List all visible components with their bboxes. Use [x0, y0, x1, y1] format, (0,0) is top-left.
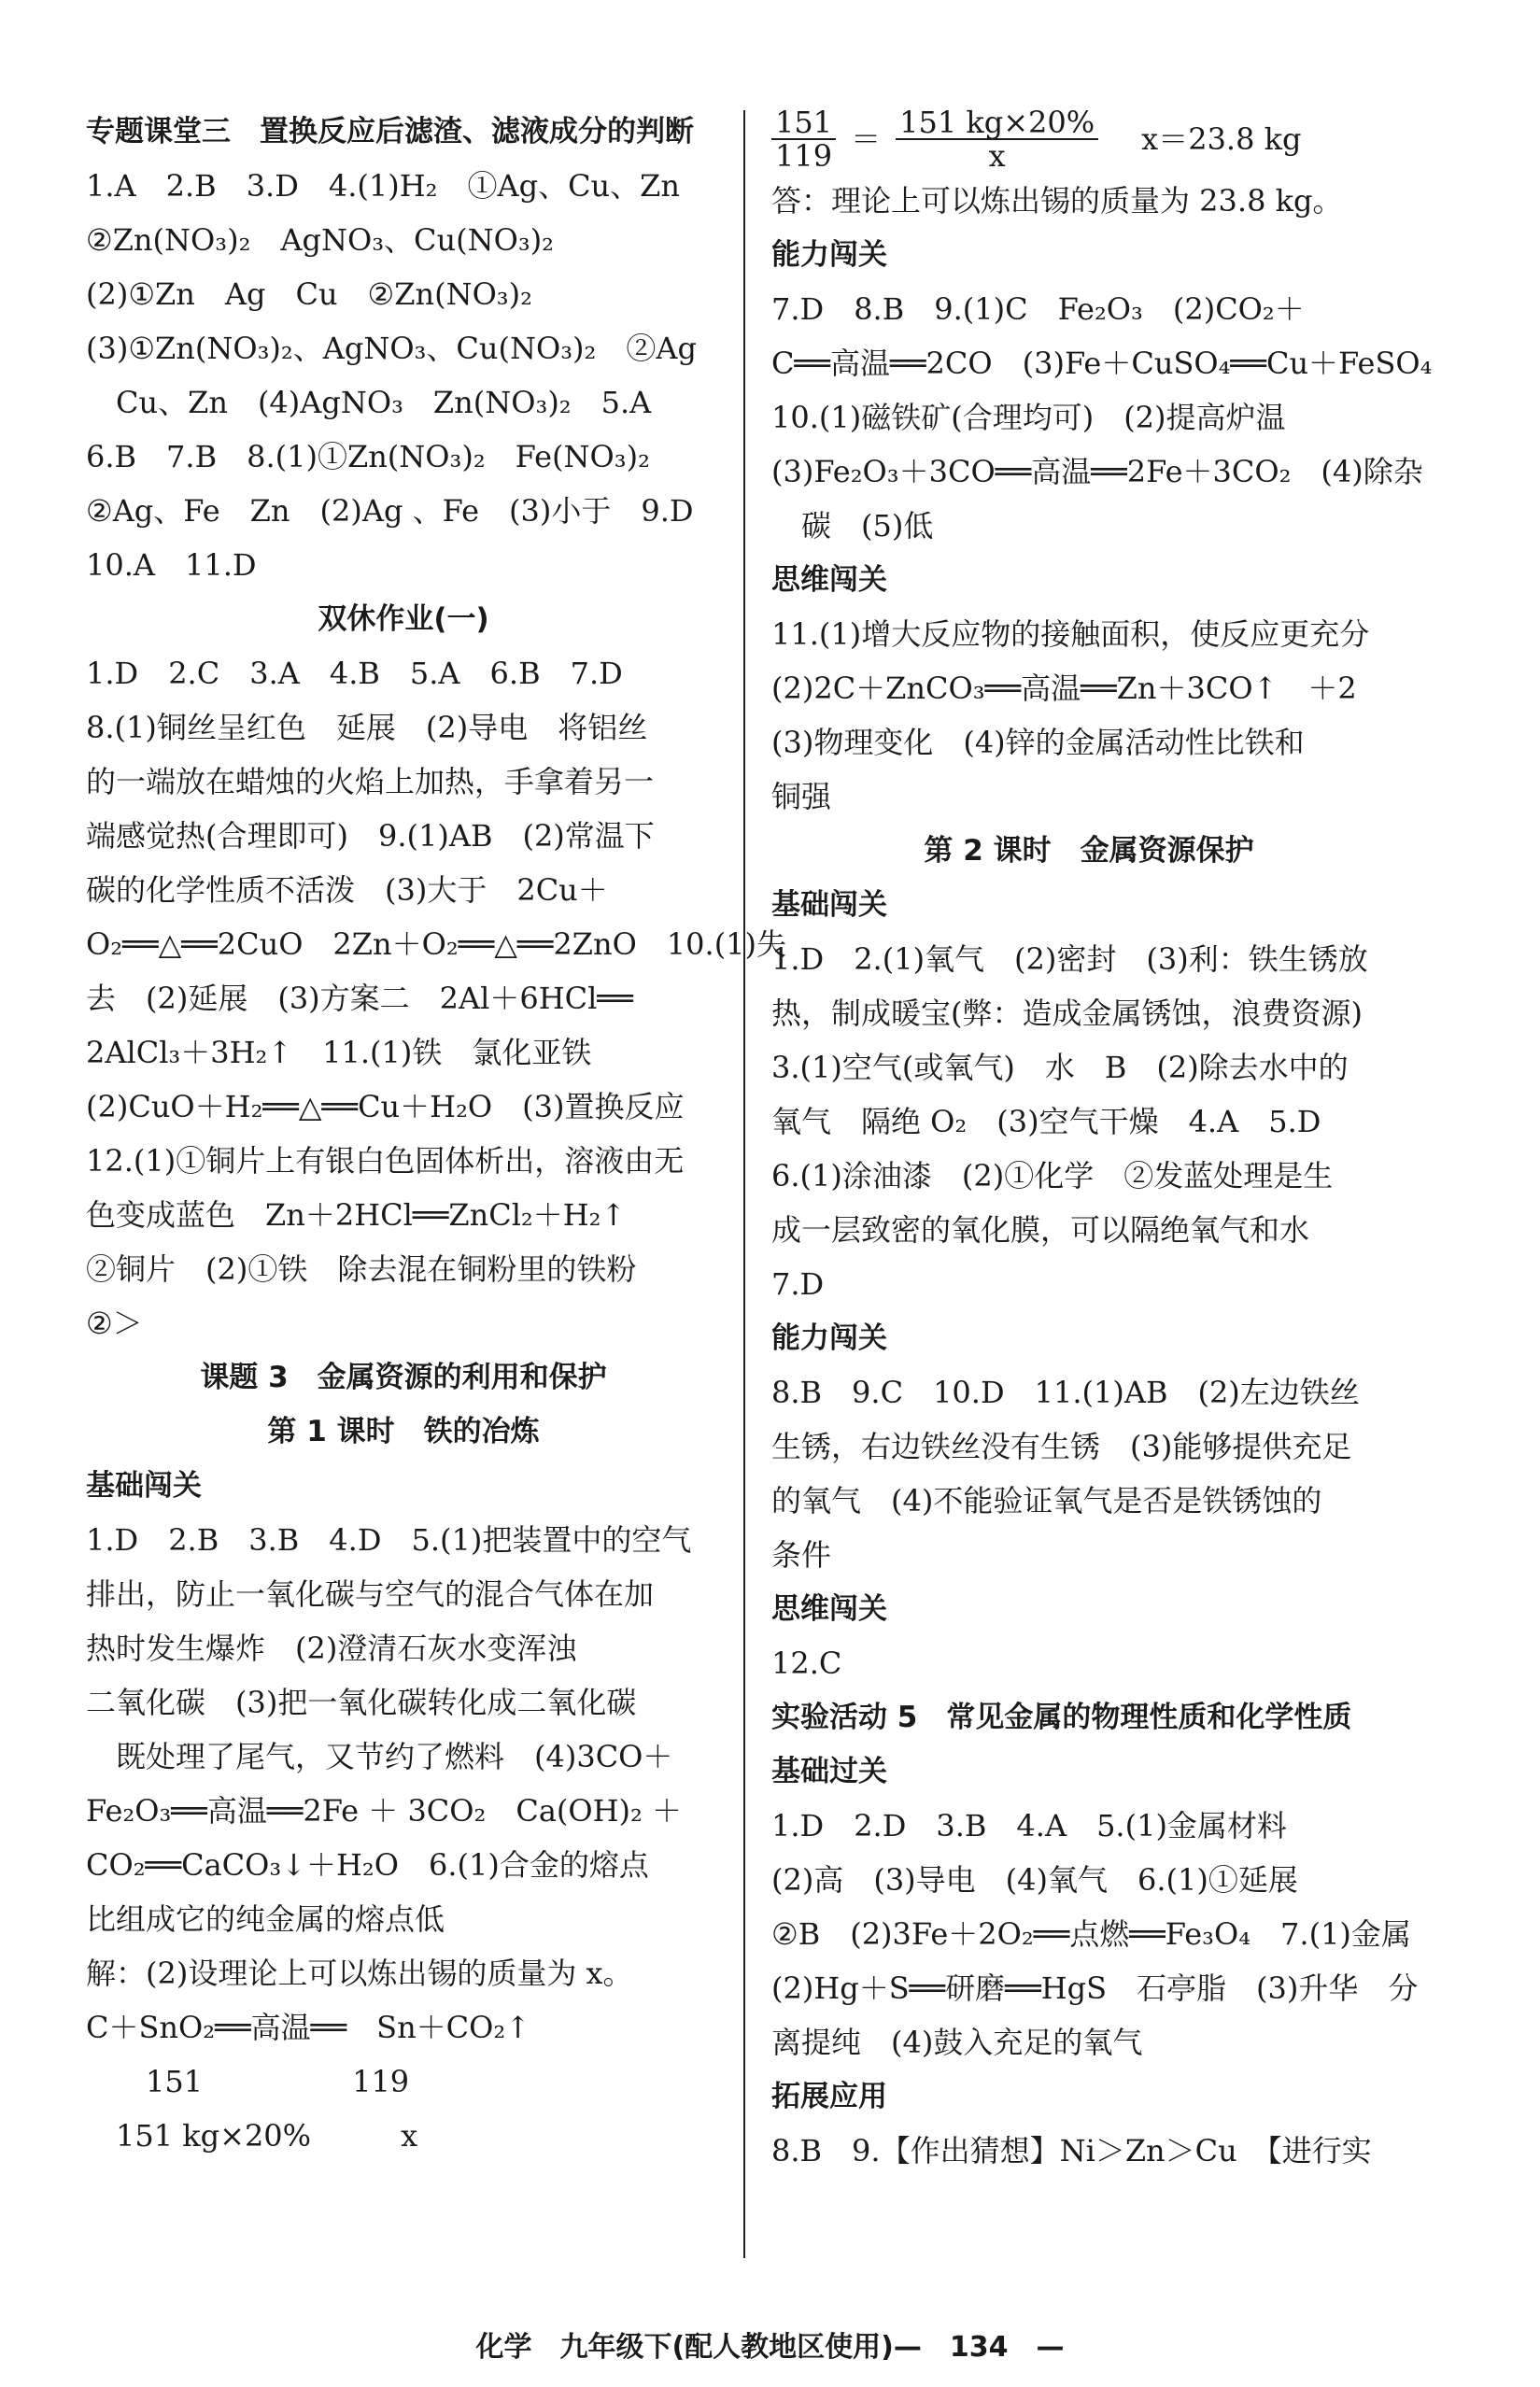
fraction-equation — [771, 105, 1406, 174]
answer-line: ②Ag、Fe Zn (2)Ag 、Fe (3)小于 9.D — [86, 493, 694, 529]
answer-line: 12.C — [771, 1645, 842, 1681]
section-heading: 专题课堂三 置换反应后滤渣、滤液成分的判断 — [86, 115, 694, 148]
answer-line: 10.A 11.D — [86, 547, 257, 583]
section-heading: 基础过关 — [771, 1755, 887, 1788]
answer-line: (2)高 (3)导电 (4)氧气 6.(1)①延展 — [771, 1862, 1298, 1898]
answer-line: 铜强 — [771, 779, 832, 814]
section-heading: 能力闯关 — [771, 1321, 887, 1355]
fraction-right — [896, 106, 1098, 172]
equals-sign: ＝ — [851, 121, 882, 157]
numerator-left: 151 — [771, 106, 836, 140]
right-lines — [771, 174, 1433, 2178]
section-heading: 课题 3 金属资源的利用和保护 — [200, 1361, 607, 1394]
section-heading: 双休作业(一) — [318, 602, 489, 636]
section-heading: 实验活动 5 常见金属的物理性质和化学性质 — [771, 1701, 1352, 1734]
answer-line: 生锈，右边铁丝没有生锈 (3)能够提供充足 — [771, 1429, 1352, 1464]
answer-line: 条件 — [771, 1537, 832, 1573]
answer-line: 8.B 9.【作出猜想】Ni＞Zn＞Cu 【进行实 — [771, 2133, 1372, 2168]
answer-line: 答：理论上可以炼出锡的质量为 23.8 kg。 — [771, 183, 1343, 219]
answer-line: (2)CuO＋H₂══△══Cu＋H₂O (3)置换反应 — [86, 1089, 685, 1124]
answer-line: 端感觉热(合理即可) 9.(1)AB (2)常温下 — [86, 818, 655, 854]
answer-line: ②＞ — [86, 1306, 143, 1341]
section-heading: 拓展应用 — [771, 2080, 887, 2113]
answer-line: 6.(1)涂油漆 (2)①化学 ②发蓝处理是生 — [771, 1158, 1334, 1194]
answer-line: (2)①Zn Ag Cu ②Zn(NO₃)₂ — [86, 276, 532, 312]
answer-line: 热时发生爆炸 (2)澄清石灰水变浑浊 — [86, 1631, 577, 1666]
answer-line: C＋SnO₂══高温══ Sn＋CO₂↑ — [86, 2010, 531, 2045]
right-column — [771, 105, 1433, 2178]
answer-line: O₂══△══2CuO 2Zn＋O₂══△══2ZnO 10.(1)失 — [86, 926, 787, 962]
answer-line: 11.(1)增大反应物的接触面积，使反应更充分 — [771, 616, 1370, 652]
answer-line: 解：(2)设理论上可以炼出锡的质量为 x。 — [86, 1956, 633, 1991]
answer-line: 1.A 2.B 3.D 4.(1)H₂ ①Ag、Cu、Zn — [86, 168, 681, 204]
answer-line: (3)①Zn(NO₃)₂、AgNO₃、Cu(NO₃)₂ ②Ag — [86, 331, 697, 366]
answer-line: 6.B 7.B 8.(1)①Zn(NO₃)₂ Fe(NO₃)₂ — [86, 439, 650, 474]
answer-line: 的一端放在蜡烛的火焰上加热，手拿着另一 — [86, 764, 655, 799]
answer-line: 1.D 2.C 3.A 4.B 5.A 6.B 7.D — [86, 656, 623, 691]
answer-line: 碳 (5)低 — [771, 508, 934, 544]
answer-line: 10.(1)磁铁矿(合理均可) (2)提高炉温 — [771, 400, 1286, 435]
answer-line: 离提纯 (4)鼓入充足的氧气 — [771, 2025, 1143, 2060]
answer-line: 的氧气 (4)不能验证氧气是否是铁锈蚀的 — [771, 1483, 1322, 1518]
answer-line: 碳的化学性质不活泼 (3)大于 2Cu＋ — [86, 872, 608, 908]
answer-line: 8.B 9.C 10.D 11.(1)AB (2)左边铁丝 — [771, 1375, 1360, 1410]
answer-line: 12.(1)①铜片上有银白色固体析出，溶液由无 — [86, 1143, 685, 1179]
fraction-result: x＝23.8 kg — [1141, 121, 1302, 157]
answer-line: 氧气 隔绝 O₂ (3)空气干燥 4.A 5.D — [771, 1104, 1321, 1139]
left-column — [86, 105, 787, 2163]
answer-line: 既处理了尾气，又节约了燃料 (4)3CO＋ — [86, 1739, 673, 1774]
section-heading: 能力闯关 — [771, 238, 887, 272]
section-heading: 第 2 课时 金属资源保护 — [924, 834, 1254, 868]
answer-line: 去 (2)延展 (3)方案二 2Al＋6HCl══ — [86, 981, 633, 1016]
answer-line: 8.(1)铜丝呈红色 延展 (2)导电 将铝丝 — [86, 710, 648, 745]
denominator-left: 119 — [775, 138, 833, 174]
answer-line: 1.D 2.D 3.B 4.A 5.(1)金属材料 — [771, 1808, 1287, 1843]
answer-line: CO₂══CaCO₃↓＋H₂O 6.(1)合金的熔点 — [86, 1847, 649, 1883]
answer-line: (3)Fe₂O₃＋3CO══高温══2Fe＋3CO₂ (4)除杂 — [771, 454, 1423, 489]
answer-line: 排出，防止一氧化碳与空气的混合气体在加 — [86, 1576, 655, 1612]
answer-line: 2AlCl₃＋3H₂↑ 11.(1)铁 氯化亚铁 — [86, 1035, 592, 1070]
column-divider — [743, 110, 745, 2258]
answer-line: (2)2C＋ZnCO₃══高温══Zn＋3CO↑ ＋2 — [771, 671, 1357, 706]
answer-line: ②B (2)3Fe＋2O₂══点燃══Fe₃O₄ 7.(1)金属 — [771, 1916, 1411, 1952]
section-heading: 基础闯关 — [771, 888, 887, 922]
answer-line: (2)Hg＋S══研磨══HgS 石亭脂 (3)升华 分 — [771, 1970, 1419, 2006]
answer-line: Fe₂O₃══高温══2Fe ＋ 3CO₂ Ca(OH)₂ ＋ — [86, 1793, 683, 1829]
answer-line: (3)物理变化 (4)锌的金属活动性比铁和 — [771, 725, 1305, 760]
answer-line: 3.(1)空气(或氧气) 水 B (2)除去水中的 — [771, 1050, 1349, 1085]
answer-line: 151 kg×20% x — [86, 2118, 418, 2154]
answer-line: 7.D — [771, 1266, 825, 1302]
section-heading: 基础闯关 — [86, 1469, 202, 1503]
answer-line: 热，制成暖宝(弊：造成金属锈蚀，浪费资源) — [771, 996, 1363, 1031]
section-heading: 思维闯关 — [771, 1592, 887, 1626]
answer-line: 成一层致密的氧化膜，可以隔绝氧气和水 — [771, 1212, 1310, 1248]
page-footer: 化学 九年级下(配人教地区使用)— 134 — — [475, 2331, 1065, 2364]
answer-line: ②铜片 (2)①铁 除去混在铜粉里的铁粉 — [86, 1251, 637, 1287]
answer-line: 1.D 2.B 3.B 4.D 5.(1)把装置中的空气 — [86, 1522, 692, 1558]
numerator-right: 151 kg×20% — [896, 106, 1098, 140]
answer-line: 二氧化碳 (3)把一氧化碳转化成二氧化碳 — [86, 1685, 637, 1720]
answer-line: 1.D 2.(1)氧气 (2)密封 (3)利：铁生锈放 — [771, 941, 1368, 977]
answer-line: Cu、Zn (4)AgNO₃ Zn(NO₃)₂ 5.A — [86, 385, 652, 420]
section-heading: 思维闯关 — [771, 563, 887, 597]
section-heading: 第 1 课时 铁的冶炼 — [267, 1415, 540, 1448]
answer-line: 151 119 — [86, 2064, 410, 2099]
fraction-left — [771, 106, 836, 172]
answer-line: 7.D 8.B 9.(1)C Fe₂O₃ (2)CO₂＋ — [771, 291, 1305, 327]
answer-line: ②Zn(NO₃)₂ AgNO₃、Cu(NO₃)₂ — [86, 222, 555, 258]
denominator-right: x — [988, 138, 1006, 174]
answer-line: 比组成它的纯金属的熔点低 — [86, 1901, 445, 1937]
answer-line: C══高温══2CO (3)Fe＋CuSO₄══Cu＋FeSO₄ — [771, 346, 1433, 381]
answer-line: 色变成蓝色 Zn＋2HCl══ZnCl₂＋H₂↑ — [86, 1197, 627, 1233]
